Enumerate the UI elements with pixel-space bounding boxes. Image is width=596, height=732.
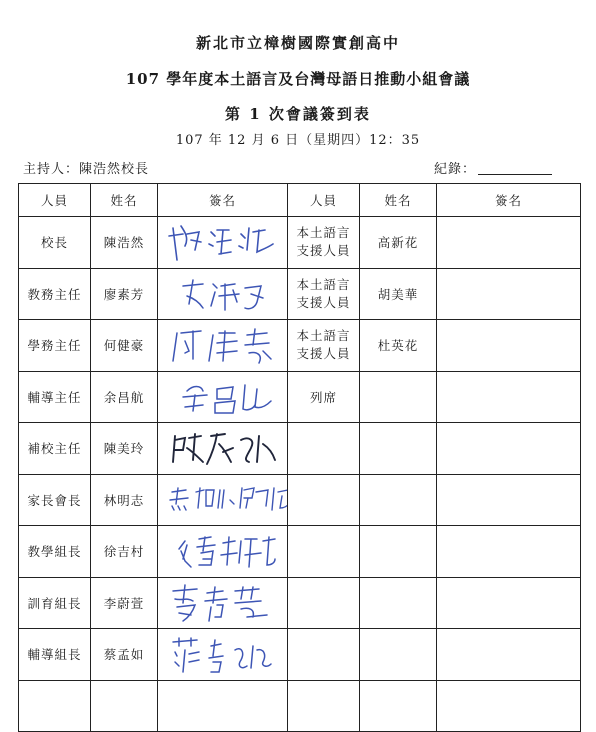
handwritten-signature (163, 632, 283, 676)
handwritten-signature (158, 478, 288, 522)
cell-role (19, 680, 91, 732)
cell-role-2: 本土語言 支援人員 (288, 217, 360, 269)
cell-name-2 (360, 423, 437, 475)
cell-name-2: 高新花 (360, 217, 437, 269)
handwritten-signature (163, 529, 283, 573)
signature-cell-2 (437, 371, 581, 423)
col-header-signature-2: 簽名 (437, 184, 581, 217)
handwritten-signature (163, 426, 283, 470)
recorder-label: 紀錄： (434, 162, 477, 177)
signature-cell-2 (437, 423, 581, 475)
cell-role-2 (288, 526, 360, 578)
cell-role-2 (288, 423, 360, 475)
signature-cell (158, 577, 288, 629)
cell-name-2 (360, 629, 437, 681)
meeting-datetime: 107 年 12 月 6 日（星期四）12：35 (175, 133, 421, 148)
cell-role: 補校主任 (19, 423, 91, 475)
cell-name-2: 胡美華 (360, 268, 437, 320)
signature-cell (158, 629, 288, 681)
handwritten-signature (163, 581, 283, 625)
sign-in-table (18, 183, 581, 732)
signature-cell-2 (437, 474, 581, 526)
cell-name: 廖素芳 (91, 268, 158, 320)
cell-name-2 (360, 474, 437, 526)
cell-role: 學務主任 (19, 320, 91, 372)
col-header-role-2: 人員 (288, 184, 360, 217)
cell-role-2 (288, 577, 360, 629)
signature-cell (158, 423, 288, 475)
handwritten-signature (163, 323, 283, 367)
table-row (19, 423, 581, 475)
signature-cell-2 (437, 526, 581, 578)
cell-name: 何健豪 (91, 320, 158, 372)
signature-cell (158, 268, 288, 320)
signature-cell-2 (437, 217, 581, 269)
cell-name-2 (360, 577, 437, 629)
cell-name: 林明志 (91, 474, 158, 526)
signature-cell (158, 474, 288, 526)
signature-cell (158, 217, 288, 269)
cell-role: 校長 (19, 217, 91, 269)
cell-name-2 (360, 371, 437, 423)
table-header-row (19, 184, 581, 217)
table-row (19, 320, 581, 372)
cell-role: 訓育組長 (19, 577, 91, 629)
cell-role: 家長會長 (19, 474, 91, 526)
table-row (19, 268, 581, 320)
signature-cell (158, 371, 288, 423)
col-header-name: 姓名 (91, 184, 158, 217)
table-row (19, 474, 581, 526)
handwritten-signature (163, 220, 283, 264)
table-row (19, 629, 581, 681)
recorder-blank-line (478, 162, 552, 175)
cell-role: 輔導組長 (19, 629, 91, 681)
cell-role: 教學組長 (19, 526, 91, 578)
cell-name: 徐吉村 (91, 526, 158, 578)
col-header-signature: 簽名 (158, 184, 288, 217)
col-header-role: 人員 (19, 184, 91, 217)
table-row (19, 577, 581, 629)
cell-role-2: 列席 (288, 371, 360, 423)
host-label: 主持人：陳浩然校長 (23, 162, 150, 177)
signature-cell-2 (437, 629, 581, 681)
cell-name (91, 680, 158, 732)
signature-cell (158, 526, 288, 578)
cell-name: 陳浩然 (91, 217, 158, 269)
cell-name: 李蔚萱 (91, 577, 158, 629)
signature-cell-2 (437, 577, 581, 629)
cell-name-2 (360, 526, 437, 578)
handwritten-signature (163, 375, 283, 419)
signature-cell-2 (437, 268, 581, 320)
cell-role-2 (288, 474, 360, 526)
cell-name: 蔡孟如 (91, 629, 158, 681)
cell-name-2 (360, 680, 437, 732)
table-row (19, 680, 581, 732)
signature-cell-2 (437, 680, 581, 732)
signature-cell (158, 680, 288, 732)
signature-cell-2 (437, 320, 581, 372)
table-row (19, 526, 581, 578)
session-title: 第 1 次會議簽到表 (225, 105, 371, 123)
col-header-name-2: 姓名 (360, 184, 437, 217)
cell-role-2 (288, 629, 360, 681)
recorder-field (434, 158, 552, 177)
handwritten-signature (163, 272, 283, 316)
cell-role-2 (288, 680, 360, 732)
school-name: 新北市立樟樹國際實創高中 (195, 34, 400, 52)
cell-name: 余昌航 (91, 371, 158, 423)
meeting-title: 107 學年度本土語言及台灣母語日推動小組會議 (125, 70, 471, 88)
table-row (19, 217, 581, 269)
cell-role: 輔導主任 (19, 371, 91, 423)
cell-role-2: 本土語言 支援人員 (288, 268, 360, 320)
signature-cell (158, 320, 288, 372)
cell-role: 教務主任 (19, 268, 91, 320)
cell-name-2: 杜英花 (360, 320, 437, 372)
table-row (19, 371, 581, 423)
cell-name: 陳美玲 (91, 423, 158, 475)
cell-role-2: 本土語言 支援人員 (288, 320, 360, 372)
